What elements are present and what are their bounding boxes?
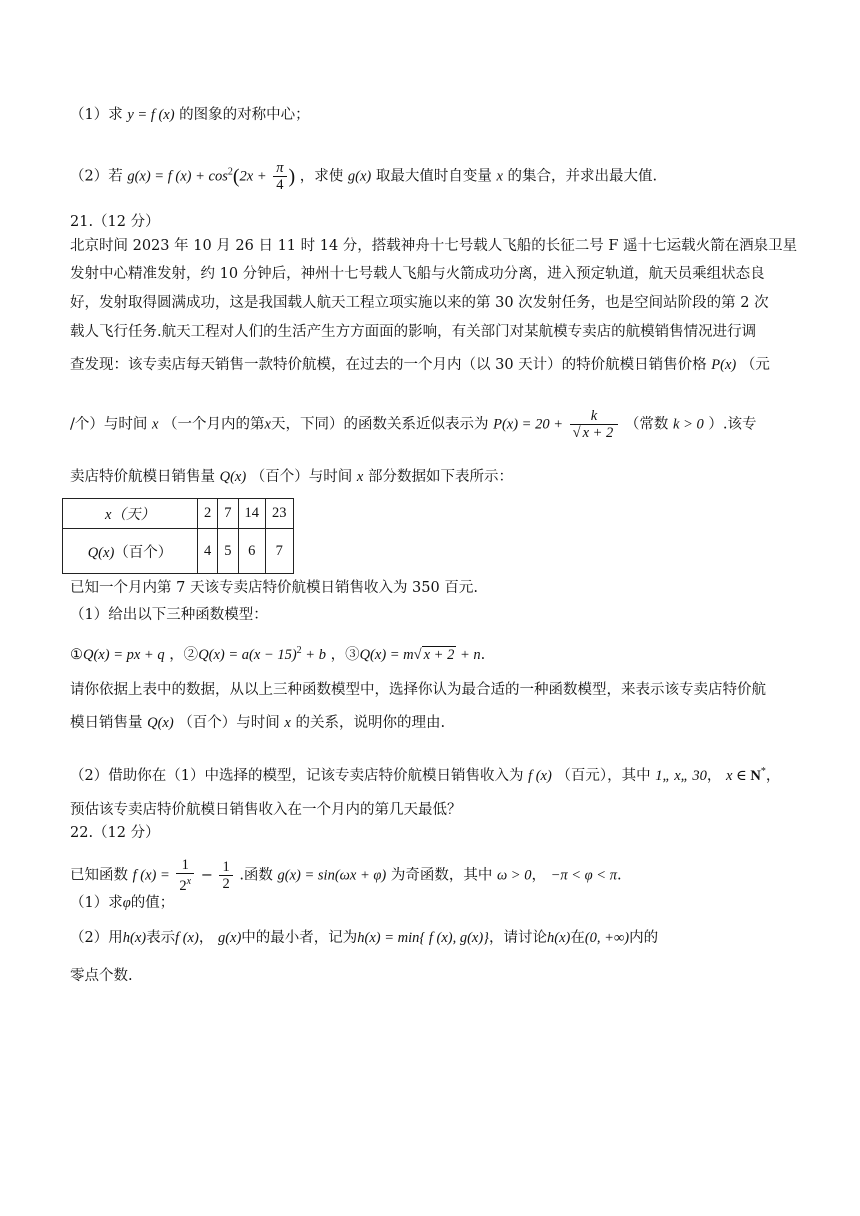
q21-known: 已知一个月内第 7 天该专卖店特价航模日销售收入为 350 百元. — [70, 580, 478, 596]
q21-para-line: 卖店特价航模日销售量 Q(x) （百个）与时间 x 部分数据如下表所示： — [70, 469, 513, 485]
table-cell: 6 — [238, 529, 266, 574]
q21-models: ①Q(x) = px + q ，②Q(x) = $a(x - 15)^2 + b$ ，③Q(x) = m√ x + 2 + n. — [70, 645, 486, 663]
q22-given: 已知函数 f (x) = $\frac{1}{2^x}$ − $\frac{1}{2}$ .函数 g(x) = sin(ωx + φ) 为奇函数，其中 ω > 0， −π < φ < π. — [70, 857, 622, 894]
q21-part2-question: 预估该专卖店特价航模日销售收入在一个月内的第几天最低？ — [70, 802, 462, 818]
q21-para-line: 载人飞行任务.航天工程对人们的生活产生方方面面的影响，有关部门对某航模专卖店的航模销售情况进行调 — [70, 324, 757, 340]
table-header-cell: x（天） — [63, 499, 198, 529]
table-row — [63, 499, 294, 529]
q21-para-line: 查发现：该专卖店每天销售一款特价航模，在过去的一个月内（以 30 天计）的特价航模日销售价格 P(x) （元 — [70, 357, 770, 373]
table-cell: 5 — [218, 529, 238, 574]
table-cell: 23 — [266, 499, 294, 529]
q21-para-line: 发射中心精准发射，约 10 分钟后，神州十七号载人飞船与火箭成功分离，进入预定轨道，航天员乘组状态良 — [70, 266, 765, 282]
table-cell: 4 — [198, 529, 218, 574]
table-header-cell: Q(x)（百个） — [63, 529, 198, 574]
fraction: $\frac{1}{2^x}$ — [176, 857, 194, 894]
q21-heading: 21.（12 分） — [70, 214, 160, 230]
table-cell: 2 — [198, 499, 218, 529]
q22-part2-tail: 零点个数. — [70, 968, 133, 984]
q21-para-line: 好，发射取得圆满成功，这是我国载人航天工程立项实施以来的第 30 次发射任务，也是空间站阶段的第 2 次 — [70, 295, 769, 311]
q20-part2: （2）若 g(x) = f $(x) + \cos^2(2x$ + $\frac{\pi}{4}$ ) ，求使 g(x) 取最大值时自变量 x 的集合，并求出最大值. — [70, 160, 658, 193]
table-row — [63, 529, 294, 574]
q21-part1-question: 模日销售量 Q(x) （百个）与时间 x 的关系，说明你的理由. — [70, 715, 446, 731]
data-table — [62, 498, 294, 574]
fraction: $\frac{k}{√ x + 2}$ — [570, 408, 619, 441]
q21-price-formula: /个）与时间 x （一个月内的第x天，下同）的函数关系近似表示为 P(x) = 20 + $\frac{k}{√ x + 2}$ （常数 k > 0 ）.该专 — [70, 408, 757, 441]
table-cell: 7 — [218, 499, 238, 529]
q21-part1-intro: （1）给出以下三种函数模型： — [70, 607, 268, 623]
q21-para-line: 北京时间 2023 年 10 月 26 日 11 时 14 分，搭载神舟十七号载人飞船的长征二号 F 遥十七运载火箭在酒泉卫星 — [70, 238, 798, 254]
table-cell: 7 — [266, 529, 294, 574]
q21-part2: （2）借助你在（1）中选择的模型，记该专卖店特价航模日销售收入为 f (x) （百元），其中 1„ x„ 30， x ∈ N*， — [70, 766, 781, 784]
q22-part2: （2）用h(x)表示f (x)， g(x)中的最小者，记为h(x) = min{ f (x), g(x)}，请讨论h(x)在(0, +∞)内的 — [70, 930, 659, 946]
q20-part1: （1）求 y = f (x) 的图象的对称中心； — [70, 107, 310, 123]
table-cell: 14 — [238, 499, 266, 529]
q22-heading: 22.（12 分） — [70, 825, 160, 841]
q21-part1-question: 请你依据上表中的数据，从以上三种函数模型中，选择你认为最合适的一种函数模型，来表示该专卖店特价航 — [70, 682, 766, 698]
fraction: $\frac{\pi}{4}$ — [273, 160, 286, 193]
fraction: $\frac{1}{2}$ — [219, 859, 232, 892]
q22-part1: （1）求φ的值； — [70, 895, 175, 911]
